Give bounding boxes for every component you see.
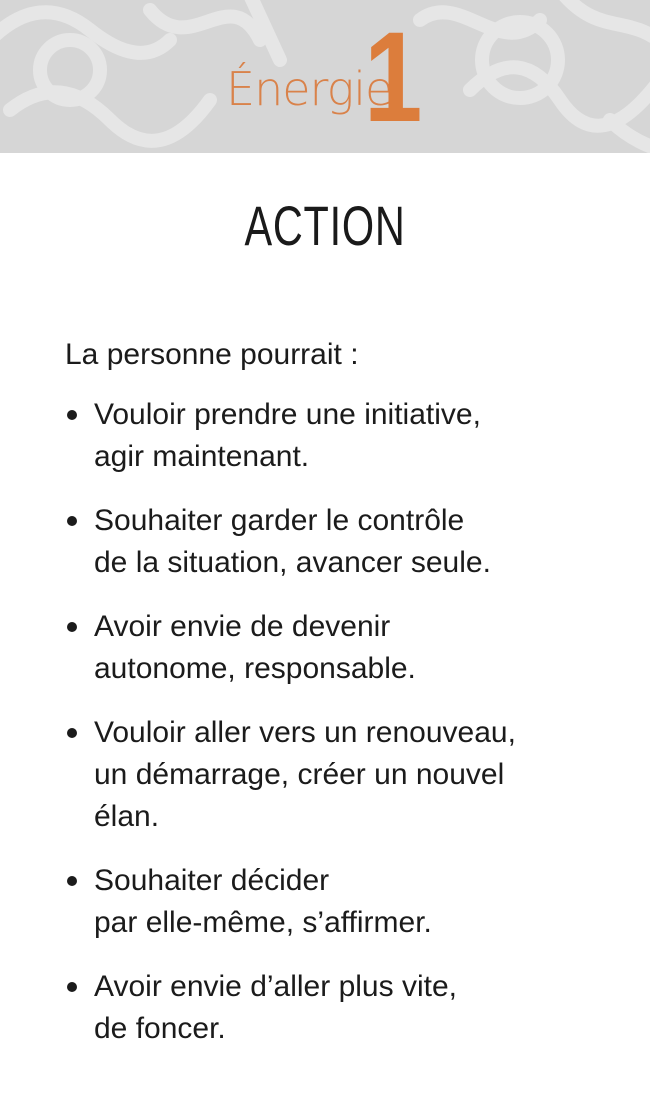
list-item-line: Avoir envie d’aller plus vite, (94, 970, 457, 1003)
list-item (66, 500, 626, 584)
list-item-line: agir maintenant. (94, 440, 310, 473)
list-item-line: Souhaiter garder le contrôle (94, 504, 465, 537)
list-item (66, 966, 626, 1050)
intro-text: La personne pourrait : (65, 338, 359, 371)
bullet-icon (67, 982, 77, 992)
list-item (66, 394, 626, 478)
list-item (66, 860, 626, 944)
list-item (66, 712, 626, 838)
energy-label: Énergie (226, 62, 393, 116)
card-title: ACTION (244, 194, 406, 257)
list-item-line: Vouloir prendre une initiative, (94, 398, 481, 431)
list-item-line: Vouloir aller vers un renouveau, (94, 716, 516, 749)
list-item (66, 606, 626, 690)
list-item-line: de la situation, avancer seule. (94, 546, 491, 579)
bullet-icon (67, 728, 77, 738)
bullet-icon (67, 622, 77, 632)
bullet-icon (67, 516, 77, 526)
list-item-line: autonome, responsable. (94, 652, 416, 685)
list-item-line: un démarrage, créer un nouvel (94, 758, 505, 791)
energy-number: 1 (364, 6, 423, 149)
list-item-line: Avoir envie de devenir (94, 610, 391, 643)
header-band (0, 0, 650, 153)
bullet-icon (67, 876, 77, 886)
list-item-line: Souhaiter décider (94, 864, 330, 897)
bullet-list (66, 394, 626, 1072)
bullet-icon (67, 410, 77, 420)
list-item-line: par elle-même, s’affirmer. (94, 906, 432, 939)
energy-heading (0, 0, 650, 153)
list-item-line: élan. (94, 800, 160, 833)
list-item-line: de foncer. (94, 1012, 226, 1045)
